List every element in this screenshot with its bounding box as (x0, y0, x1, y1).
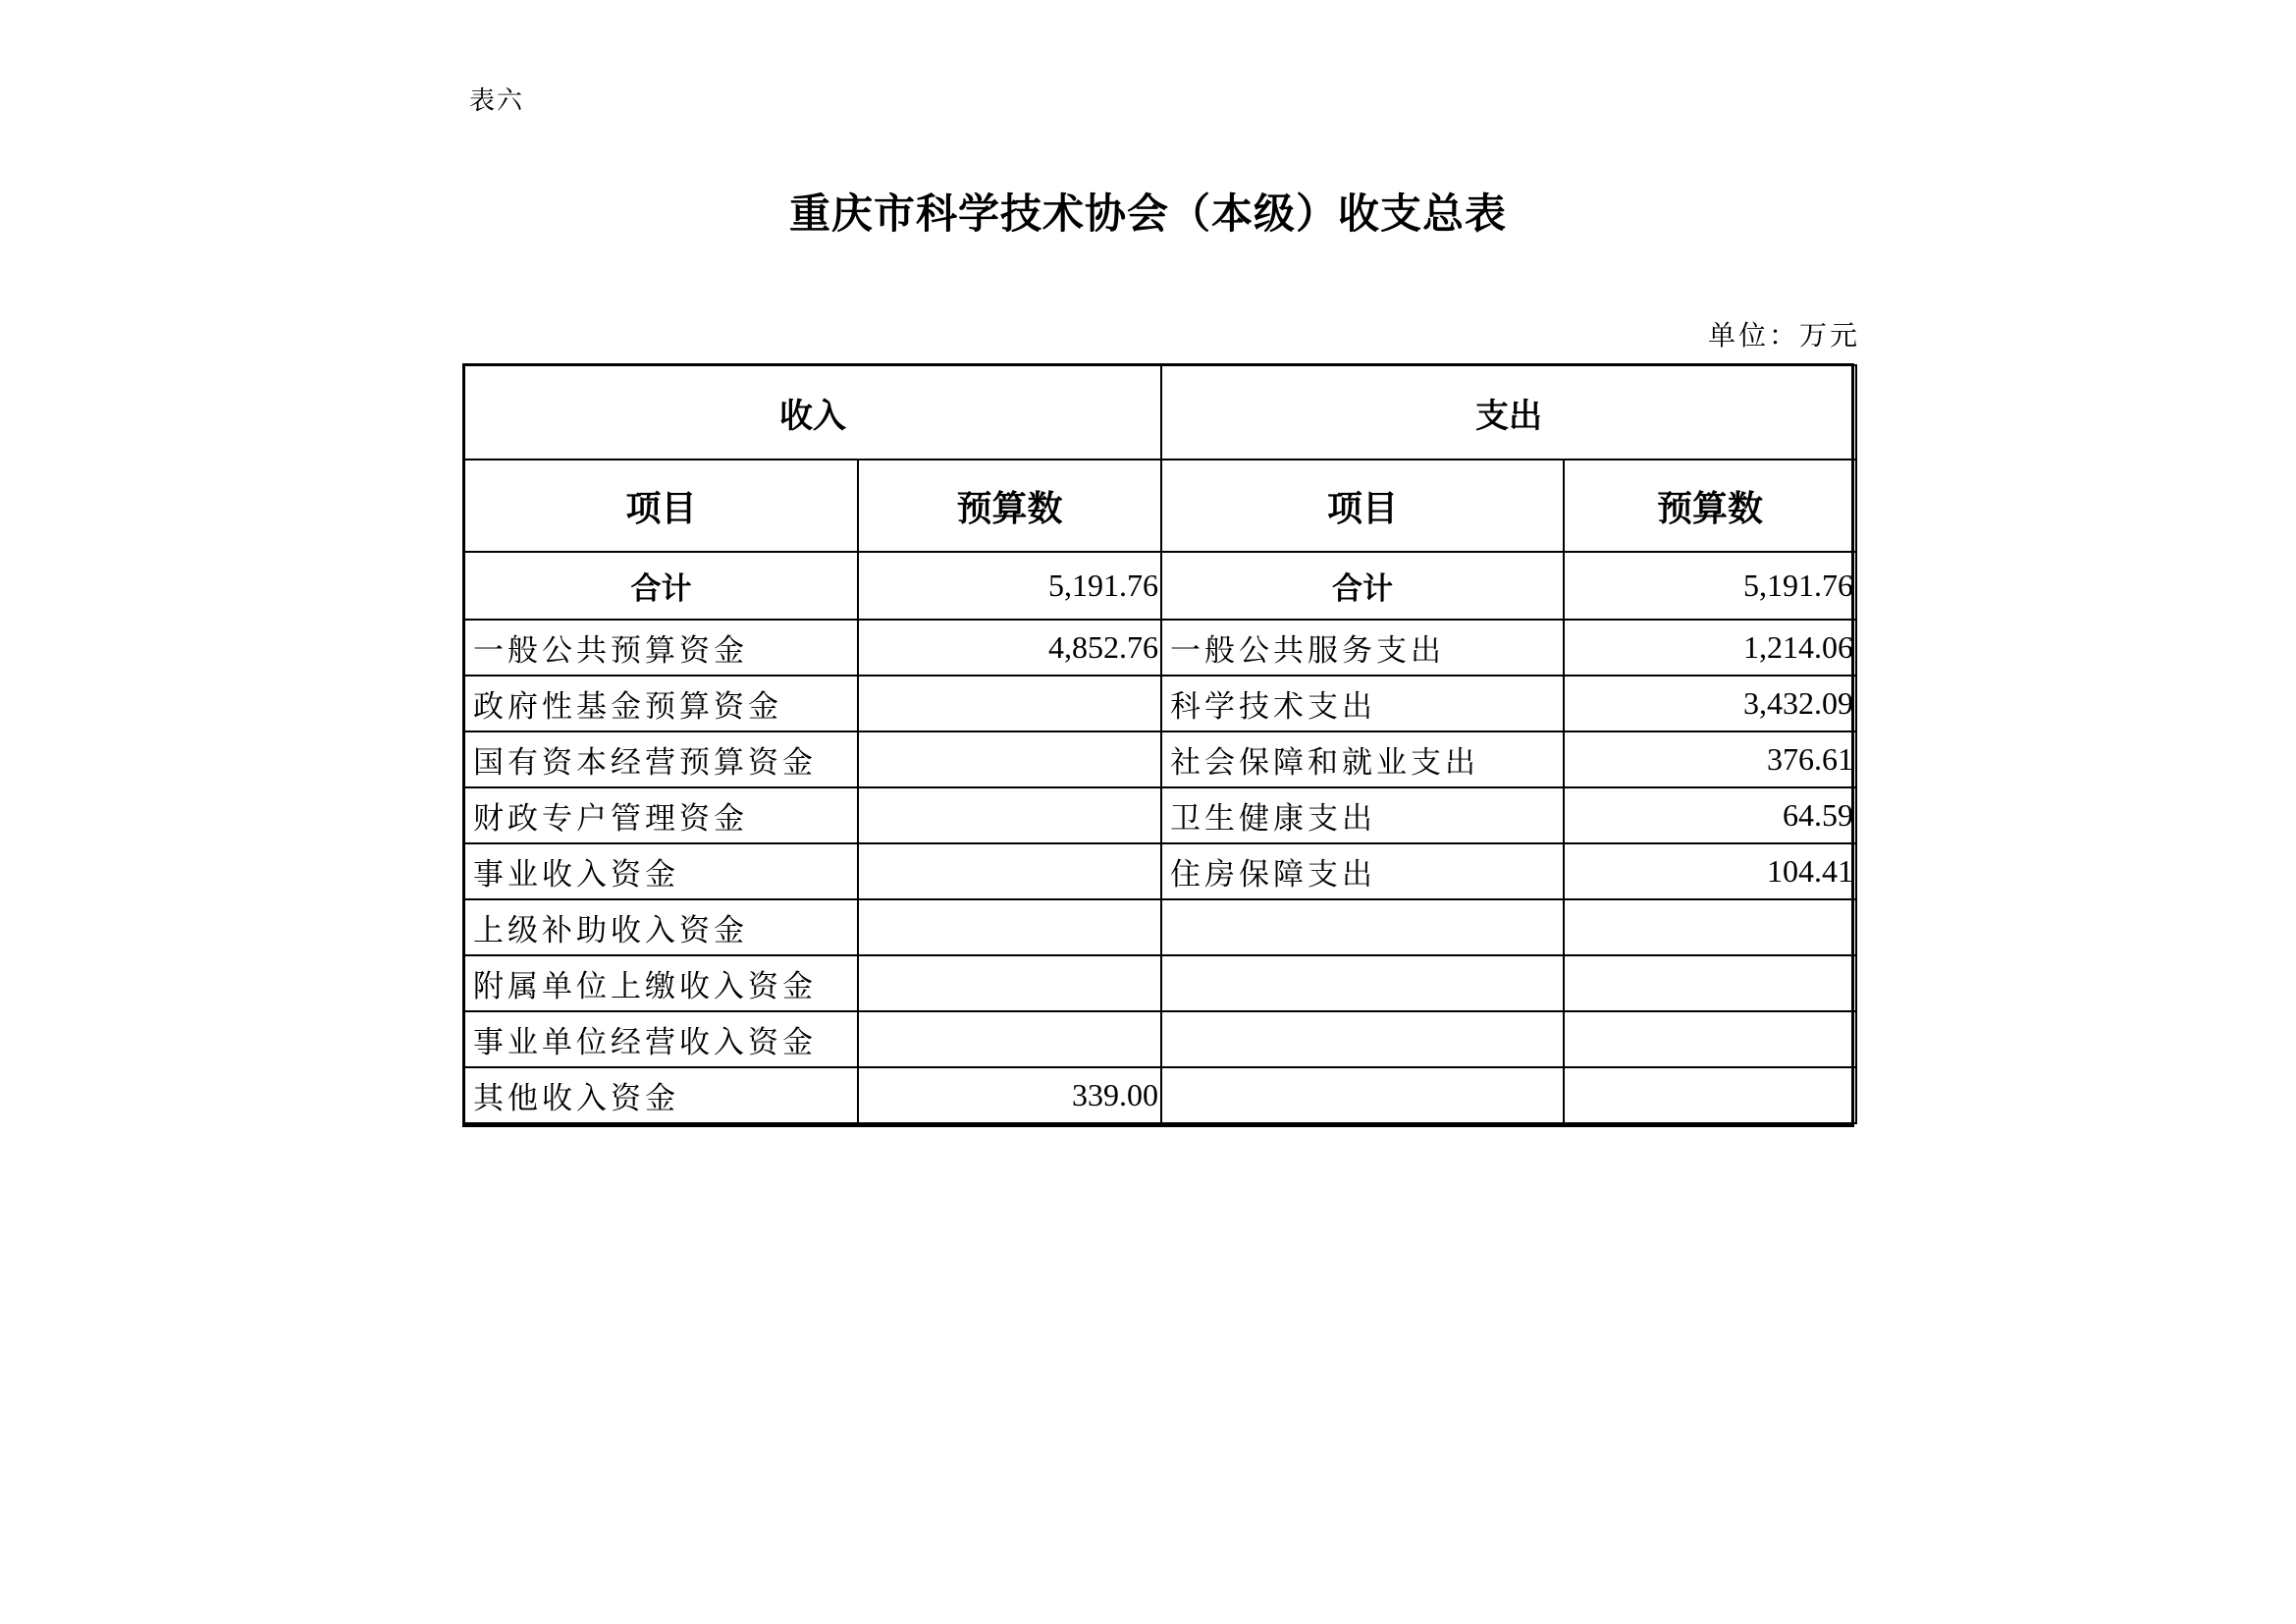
income-item: 政府性基金预算资金 (464, 676, 858, 731)
income-total-value: 5,191.76 (858, 552, 1161, 620)
expense-item (1161, 1067, 1564, 1123)
page-title: 重庆市科学技术协会（本级）收支总表 (788, 189, 1507, 238)
income-value (858, 955, 1161, 1011)
table-row (464, 955, 1856, 1011)
expense-item: 一般公共服务支出 (1161, 620, 1564, 676)
income-item: 其他收入资金 (464, 1067, 858, 1123)
expense-value: 1,214.06 (1564, 620, 1856, 676)
expense-value: 376.61 (1564, 731, 1856, 787)
expense-item: 社会保障和就业支出 (1161, 731, 1564, 787)
expense-value (1564, 1011, 1856, 1067)
income-value: 339.00 (858, 1067, 1161, 1123)
expense-value: 64.59 (1564, 787, 1856, 843)
income-item: 事业单位经营收入资金 (464, 1011, 858, 1067)
expense-value (1564, 955, 1856, 1011)
income-value (858, 731, 1161, 787)
expense-value (1564, 899, 1856, 955)
table-row (464, 1067, 1856, 1123)
income-value (858, 676, 1161, 731)
expense-section-header: 支出 (1161, 365, 1856, 460)
header-row-sections (464, 365, 1856, 460)
expense-total-value: 5,191.76 (1564, 552, 1856, 620)
expense-value: 104.41 (1564, 843, 1856, 899)
expense-item-header: 项目 (1161, 460, 1564, 552)
income-value (858, 899, 1161, 955)
income-value (858, 843, 1161, 899)
table-row (464, 731, 1856, 787)
table-row (464, 620, 1856, 676)
expense-item (1161, 1011, 1564, 1067)
income-item: 事业收入资金 (464, 843, 858, 899)
expense-total-label: 合计 (1161, 552, 1564, 620)
expense-item (1161, 955, 1564, 1011)
header-row-columns (464, 460, 1856, 552)
income-value (858, 787, 1161, 843)
unit-label: 单位：万元 (1707, 319, 1860, 352)
expense-item (1161, 899, 1564, 955)
table-row (464, 787, 1856, 843)
table-row (464, 676, 1856, 731)
income-item: 附属单位上缴收入资金 (464, 955, 858, 1011)
expense-item: 住房保障支出 (1161, 843, 1564, 899)
income-section-header: 收入 (464, 365, 1161, 460)
income-item: 财政专户管理资金 (464, 787, 858, 843)
table-row (464, 899, 1856, 955)
budget-table (463, 364, 1857, 1124)
income-budget-header: 预算数 (858, 460, 1161, 552)
table-row (464, 1011, 1856, 1067)
income-value (858, 1011, 1161, 1067)
expense-item: 科学技术支出 (1161, 676, 1564, 731)
table-number: 表六 (469, 86, 525, 116)
income-total-label: 合计 (464, 552, 858, 620)
income-item: 国有资本经营预算资金 (464, 731, 858, 787)
income-item-header: 项目 (464, 460, 858, 552)
expense-item: 卫生健康支出 (1161, 787, 1564, 843)
income-item: 上级补助收入资金 (464, 899, 858, 955)
income-value: 4,852.76 (858, 620, 1161, 676)
expense-budget-header: 预算数 (1564, 460, 1856, 552)
expense-value (1564, 1067, 1856, 1123)
income-item: 一般公共预算资金 (464, 620, 858, 676)
table-row (464, 843, 1856, 899)
expense-value: 3,432.09 (1564, 676, 1856, 731)
total-row (464, 552, 1856, 620)
